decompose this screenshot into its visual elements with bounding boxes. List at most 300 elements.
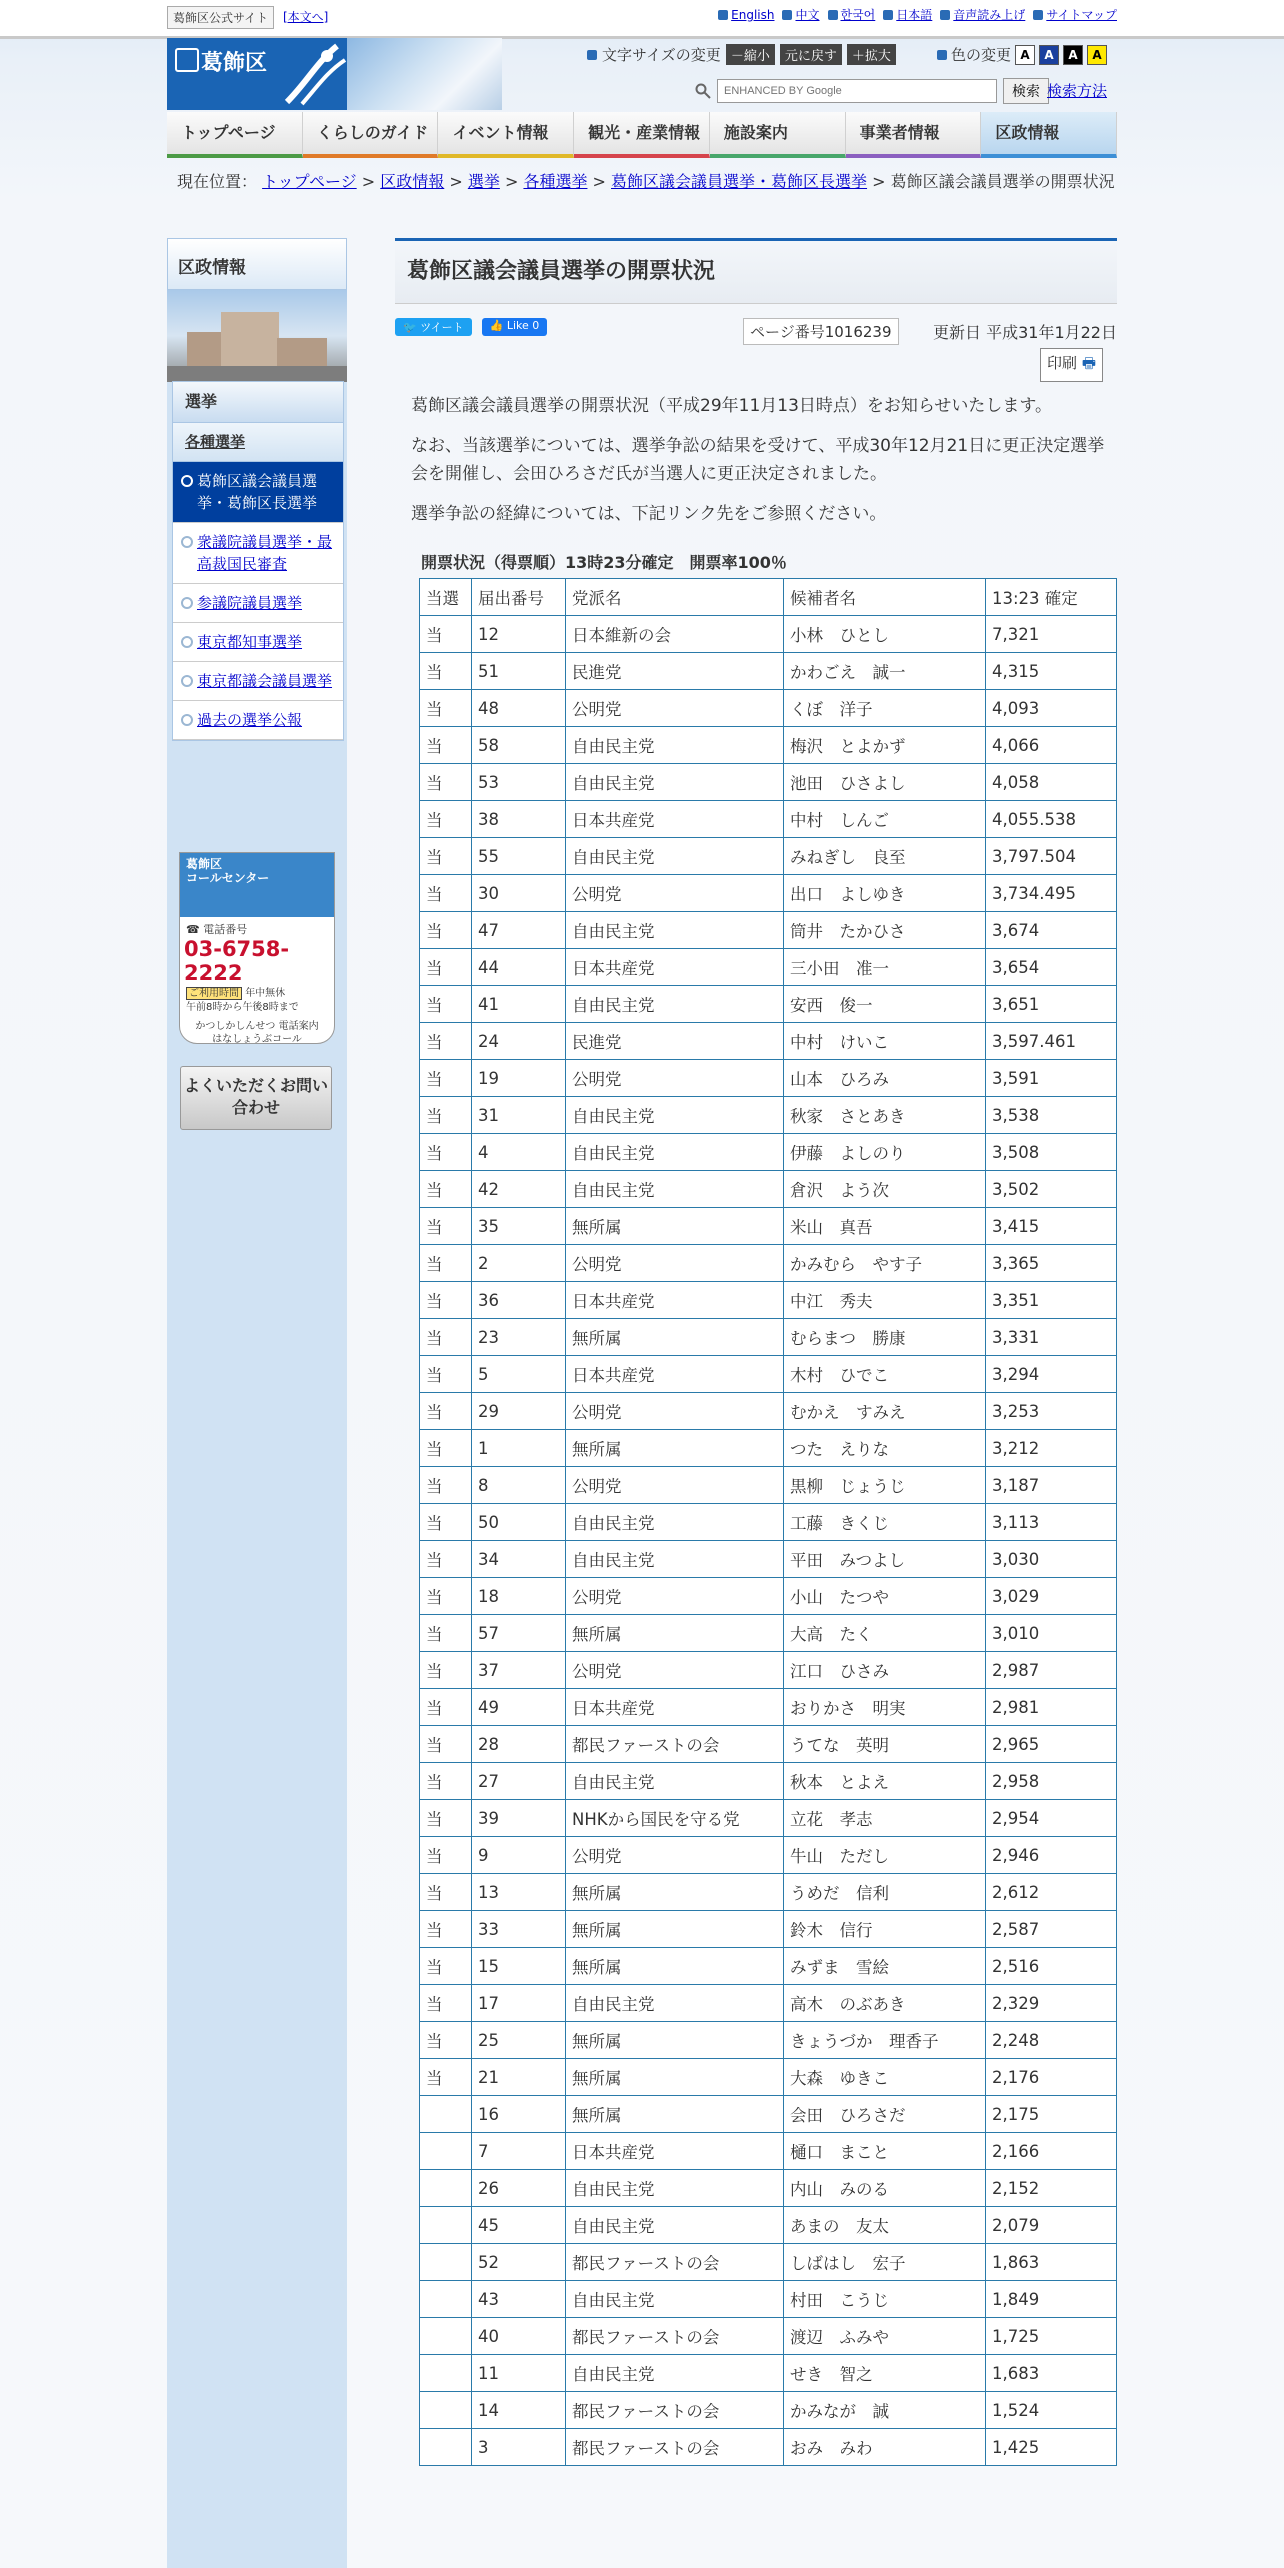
cell-candidate: 秋本 とよえ bbox=[784, 1763, 986, 1800]
cell-votes: 4,066 bbox=[986, 727, 1117, 764]
cell-candidate: 山本 ひろみ bbox=[784, 1060, 986, 1097]
cell-number: 25 bbox=[472, 2022, 566, 2059]
sidebar-heading-election[interactable]: 選挙 bbox=[173, 382, 343, 423]
cell-number: 34 bbox=[472, 1541, 566, 1578]
cell-number: 1 bbox=[472, 1430, 566, 1467]
cell-party: 無所属 bbox=[566, 1319, 784, 1356]
cell-candidate: むらまつ 勝康 bbox=[784, 1319, 986, 1356]
table-row bbox=[420, 2170, 1117, 2207]
table-row bbox=[420, 1171, 1117, 1208]
cell-votes: 2,981 bbox=[986, 1689, 1117, 1726]
cell-candidate: 工藤 きくじ bbox=[784, 1504, 986, 1541]
table-row bbox=[420, 2355, 1117, 2392]
table-row bbox=[420, 2318, 1117, 2355]
link-chinese[interactable]: 中文 bbox=[795, 8, 820, 22]
like-label: Like 0 bbox=[506, 319, 540, 332]
cell-number: 9 bbox=[472, 1837, 566, 1874]
faq-button[interactable]: よくいただくお問い合わせ bbox=[180, 1066, 332, 1130]
table-row bbox=[420, 2022, 1117, 2059]
cell-votes: 2,175 bbox=[986, 2096, 1117, 2133]
table-row bbox=[420, 2392, 1117, 2429]
paragraph: なお、当該選挙については、選挙争訟の結果を受けて、平成30年12月21日に更正決定選挙会を開催し、会田ひろさだ氏が当選人に更正決定されました。 bbox=[411, 436, 1105, 484]
table-row bbox=[420, 1652, 1117, 1689]
cell-elected: 当 bbox=[420, 1467, 472, 1504]
cell-elected: 当 bbox=[420, 616, 472, 653]
nav-facilities[interactable]: 施設案内 bbox=[710, 112, 846, 158]
cell-votes: 2,329 bbox=[986, 1985, 1117, 2022]
cell-candidate: かわごえ 誠一 bbox=[784, 653, 986, 690]
cell-number: 29 bbox=[472, 1393, 566, 1430]
print-label: 印刷 bbox=[1047, 354, 1078, 372]
call-center-banner[interactable] bbox=[179, 852, 335, 1044]
cell-votes: 3,502 bbox=[986, 1171, 1117, 1208]
table-row bbox=[420, 1060, 1117, 1097]
cell-candidate: うてな 英明 bbox=[784, 1726, 986, 1763]
cell-candidate: 村田 こうじ bbox=[784, 2281, 986, 2318]
cell-elected: 当 bbox=[420, 1504, 472, 1541]
sidebar-menu bbox=[172, 381, 344, 741]
nav-tourism[interactable]: 観光・産業情報 bbox=[574, 112, 710, 158]
cell-votes: 4,058 bbox=[986, 764, 1117, 801]
sidebar-item-past-bulletins[interactable]: 過去の選挙公報 bbox=[173, 701, 343, 740]
link-japanese[interactable]: 日本語 bbox=[896, 8, 933, 22]
cell-candidate: 樋口 まこと bbox=[784, 2133, 986, 2170]
cell-candidate: 小林 ひとし bbox=[784, 616, 986, 653]
table-row bbox=[420, 2059, 1117, 2096]
cell-votes: 1,425 bbox=[986, 2429, 1117, 2466]
call-center-header bbox=[180, 853, 334, 917]
cell-elected: 当 bbox=[420, 986, 472, 1023]
table-row bbox=[420, 2244, 1117, 2281]
cell-votes: 3,734.495 bbox=[986, 875, 1117, 912]
breadcrumb-current: 葛飾区議会議員選挙の開票状況 bbox=[890, 172, 1115, 191]
cell-elected: 当 bbox=[420, 2059, 472, 2096]
cell-party: 民進党 bbox=[566, 1023, 784, 1060]
search-icon bbox=[695, 83, 711, 99]
cell-candidate: 黒柳 じょうじ bbox=[784, 1467, 986, 1504]
table-row bbox=[420, 616, 1117, 653]
cell-elected: 当 bbox=[420, 1837, 472, 1874]
cell-number: 36 bbox=[472, 1282, 566, 1319]
cell-candidate: うめだ 信利 bbox=[784, 1874, 986, 1911]
color-label: 色の変更 bbox=[951, 46, 1012, 64]
cell-candidate: かみむら やす子 bbox=[784, 1245, 986, 1282]
cell-number: 49 bbox=[472, 1689, 566, 1726]
cell-votes: 2,587 bbox=[986, 1911, 1117, 1948]
cell-number: 3 bbox=[472, 2429, 566, 2466]
cell-elected bbox=[420, 2170, 472, 2207]
color-controls bbox=[937, 44, 1107, 65]
table-row bbox=[420, 1763, 1117, 1800]
cell-votes: 1,863 bbox=[986, 2244, 1117, 2281]
cell-party: 公明党 bbox=[566, 1060, 784, 1097]
skip-to-main-link[interactable]: [本文へ] bbox=[283, 10, 329, 24]
cell-party: 都民ファーストの会 bbox=[566, 2244, 784, 2281]
color-white-button[interactable]: A bbox=[1015, 45, 1035, 65]
cell-elected: 当 bbox=[420, 1615, 472, 1652]
sidebar-item-house-election[interactable]: 衆議院議員選挙・最高裁国民審査 bbox=[173, 523, 343, 584]
table-row bbox=[420, 1800, 1117, 1837]
header-candidate: 候補者名 bbox=[784, 579, 986, 616]
cell-votes: 1,683 bbox=[986, 2355, 1117, 2392]
site-logo[interactable] bbox=[167, 38, 347, 110]
call-center-subtitle: コールセンター bbox=[186, 871, 270, 885]
cell-number: 8 bbox=[472, 1467, 566, 1504]
cell-candidate: 平田 みつよし bbox=[784, 1541, 986, 1578]
cell-party: 公明党 bbox=[566, 1245, 784, 1282]
cell-party: NHKから国民を守る党 bbox=[566, 1800, 784, 1837]
cell-party: 無所属 bbox=[566, 2059, 784, 2096]
cell-party: 自由民主党 bbox=[566, 2355, 784, 2392]
cell-elected: 当 bbox=[420, 1430, 472, 1467]
cell-number: 30 bbox=[472, 875, 566, 912]
table-caption: 開票状況（得票順）13時23分確定 開票率100％ bbox=[421, 553, 787, 572]
breadcrumb-link[interactable]: 選挙 bbox=[467, 172, 500, 191]
table-row bbox=[420, 2429, 1117, 2466]
font-size-label: 文字サイズの変更 bbox=[602, 46, 721, 64]
cell-party: 自由民主党 bbox=[566, 1763, 784, 1800]
cell-number: 37 bbox=[472, 1652, 566, 1689]
cell-party: 無所属 bbox=[566, 2096, 784, 2133]
table-row bbox=[420, 1948, 1117, 1985]
cell-candidate: 江口 ひさみ bbox=[784, 1652, 986, 1689]
table-row bbox=[420, 801, 1117, 838]
cell-votes: 2,946 bbox=[986, 1837, 1117, 1874]
cell-elected: 当 bbox=[420, 1948, 472, 1985]
table-row bbox=[420, 986, 1117, 1023]
breadcrumb-link[interactable]: トップページ bbox=[262, 172, 357, 191]
phone-label-text: 電話番号 bbox=[203, 923, 248, 936]
table-row bbox=[420, 1282, 1117, 1319]
table-row bbox=[420, 690, 1117, 727]
color-black-button[interactable]: A bbox=[1063, 45, 1083, 65]
cell-number: 15 bbox=[472, 1948, 566, 1985]
cell-elected: 当 bbox=[420, 1393, 472, 1430]
site-label: 葛飾区公式サイト bbox=[167, 6, 274, 29]
cell-party: 都民ファーストの会 bbox=[566, 1726, 784, 1763]
printer-icon: 🖶 bbox=[1081, 354, 1096, 372]
cell-number: 17 bbox=[472, 1985, 566, 2022]
cell-number: 35 bbox=[472, 1208, 566, 1245]
phone-label: ☎ 電話番号 bbox=[186, 923, 248, 936]
cell-elected: 当 bbox=[420, 801, 472, 838]
cell-candidate: 鈴木 信行 bbox=[784, 1911, 986, 1948]
table-row bbox=[420, 949, 1117, 986]
cell-party: 自由民主党 bbox=[566, 2281, 784, 2318]
cell-party: 日本共産党 bbox=[566, 1689, 784, 1726]
cell-candidate: むかえ すみえ bbox=[784, 1393, 986, 1430]
cell-number: 50 bbox=[472, 1504, 566, 1541]
bullet-icon bbox=[940, 10, 950, 20]
cell-party: 無所属 bbox=[566, 1874, 784, 1911]
nav-top[interactable]: トップページ bbox=[167, 112, 303, 158]
header-number: 届出番号 bbox=[472, 579, 566, 616]
search-button[interactable]: 検索 bbox=[1003, 78, 1049, 104]
table-row bbox=[420, 1504, 1117, 1541]
cell-number: 16 bbox=[472, 2096, 566, 2133]
cell-votes: 3,212 bbox=[986, 1430, 1117, 1467]
cell-party: 公明党 bbox=[566, 1837, 784, 1874]
cell-number: 44 bbox=[472, 949, 566, 986]
cell-candidate: 出口 よしゆき bbox=[784, 875, 986, 912]
cell-votes: 2,516 bbox=[986, 1948, 1117, 1985]
header-votes: 13:23 確定 bbox=[986, 579, 1117, 616]
nav-living-guide[interactable]: くらしのガイド bbox=[303, 112, 439, 158]
link-sitemap[interactable]: サイトマップ bbox=[1046, 8, 1117, 22]
breadcrumb-link[interactable]: 葛飾区議会議員選挙・葛飾区長選挙 bbox=[611, 172, 868, 191]
cell-party: 民進党 bbox=[566, 653, 784, 690]
logo-text: 葛飾区 bbox=[201, 51, 268, 76]
print-button[interactable] bbox=[1040, 348, 1103, 382]
cell-votes: 7,321 bbox=[986, 616, 1117, 653]
cell-votes: 3,591 bbox=[986, 1060, 1117, 1097]
breadcrumb-link[interactable]: 各種選挙 bbox=[523, 172, 588, 191]
sidebar-item-katsushika-election[interactable]: 葛飾区議会議員選挙・葛飾区長選挙 bbox=[173, 462, 343, 523]
table-row bbox=[420, 1689, 1117, 1726]
cell-votes: 3,538 bbox=[986, 1097, 1117, 1134]
search-input[interactable] bbox=[717, 79, 997, 103]
cell-elected: 当 bbox=[420, 838, 472, 875]
tweet-button[interactable]: 🐦 ツイート bbox=[395, 318, 472, 336]
cell-candidate: 立花 孝志 bbox=[784, 1800, 986, 1837]
cell-number: 48 bbox=[472, 690, 566, 727]
cell-candidate: 中村 しんご bbox=[784, 801, 986, 838]
font-enlarge-button[interactable]: ＋拡大 bbox=[847, 44, 896, 65]
cell-party: 公明党 bbox=[566, 875, 784, 912]
main-content bbox=[395, 238, 1117, 2458]
cell-candidate: 秋家 さとあき bbox=[784, 1097, 986, 1134]
table-row bbox=[420, 2207, 1117, 2244]
cell-party: 自由民主党 bbox=[566, 1171, 784, 1208]
cell-elected: 当 bbox=[420, 727, 472, 764]
cell-votes: 3,030 bbox=[986, 1541, 1117, 1578]
cell-party: 日本共産党 bbox=[566, 949, 784, 986]
cell-party: 自由民主党 bbox=[566, 2207, 784, 2244]
nav-business[interactable]: 事業者情報 bbox=[846, 112, 982, 158]
cell-votes: 1,849 bbox=[986, 2281, 1117, 2318]
table-row bbox=[420, 1393, 1117, 1430]
cell-votes: 3,187 bbox=[986, 1467, 1117, 1504]
cell-party: 無所属 bbox=[566, 1911, 784, 1948]
cell-votes: 3,508 bbox=[986, 1134, 1117, 1171]
bullet-icon bbox=[587, 50, 597, 60]
cell-party: 日本共産党 bbox=[566, 2133, 784, 2170]
cell-candidate: 梅沢 とよかず bbox=[784, 727, 986, 764]
cell-number: 31 bbox=[472, 1097, 566, 1134]
site-header bbox=[167, 38, 1117, 110]
table-row bbox=[420, 1023, 1117, 1060]
page-title: 葛飾区議会議員選挙の開票状況 bbox=[395, 238, 1117, 304]
bullet-icon bbox=[937, 50, 947, 60]
cell-candidate: 中江 秀夫 bbox=[784, 1282, 986, 1319]
global-nav bbox=[167, 112, 1117, 158]
cell-number: 7 bbox=[472, 2133, 566, 2170]
hours-days: 年中無休 bbox=[245, 988, 286, 999]
color-blue-button[interactable]: A bbox=[1039, 45, 1059, 65]
table-row bbox=[420, 2281, 1117, 2318]
cell-votes: 3,654 bbox=[986, 949, 1117, 986]
cell-votes: 3,674 bbox=[986, 912, 1117, 949]
table-row bbox=[420, 1837, 1117, 1874]
cell-elected bbox=[420, 2392, 472, 2429]
cell-number: 24 bbox=[472, 1023, 566, 1060]
cell-elected: 当 bbox=[420, 1208, 472, 1245]
cell-party: 無所属 bbox=[566, 2022, 784, 2059]
cell-party: 公明党 bbox=[566, 1393, 784, 1430]
breadcrumb-prefix: 現在位置： bbox=[177, 172, 258, 191]
cell-party: 自由民主党 bbox=[566, 912, 784, 949]
link-korean[interactable]: 한국어 bbox=[840, 8, 876, 22]
paragraph: 葛飾区議会議員選挙の開票状況（平成29年11月13日時点）をお知らせいたします。 bbox=[411, 396, 1053, 416]
search-help-link[interactable]: 検索方法 bbox=[1047, 82, 1108, 100]
cell-votes: 4,315 bbox=[986, 653, 1117, 690]
link-english[interactable]: English bbox=[731, 7, 775, 22]
cell-candidate: 安西 俊一 bbox=[784, 986, 986, 1023]
sidebar-heading-various[interactable]: 各種選挙 bbox=[173, 423, 343, 462]
cell-number: 12 bbox=[472, 616, 566, 653]
cell-elected: 当 bbox=[420, 1800, 472, 1837]
color-yellow-button[interactable]: A bbox=[1087, 45, 1107, 65]
cell-party: 都民ファーストの会 bbox=[566, 2318, 784, 2355]
table-row bbox=[420, 875, 1117, 912]
cell-elected: 当 bbox=[420, 912, 472, 949]
cell-number: 27 bbox=[472, 1763, 566, 1800]
cell-candidate: 小山 たつや bbox=[784, 1578, 986, 1615]
cell-elected bbox=[420, 2429, 472, 2466]
nav-administration[interactable]: 区政情報 bbox=[981, 112, 1117, 158]
cell-elected: 当 bbox=[420, 1689, 472, 1726]
font-reset-button[interactable]: 元に戻す bbox=[780, 44, 842, 65]
cell-party: 自由民主党 bbox=[566, 764, 784, 801]
cell-candidate: おみ みわ bbox=[784, 2429, 986, 2466]
cell-party: 自由民主党 bbox=[566, 1541, 784, 1578]
cell-candidate: みねぎし 良至 bbox=[784, 838, 986, 875]
cell-votes: 3,253 bbox=[986, 1393, 1117, 1430]
cell-candidate: きょうづか 理香子 bbox=[784, 2022, 986, 2059]
cell-elected: 当 bbox=[420, 653, 472, 690]
cell-candidate: おりかさ 明実 bbox=[784, 1689, 986, 1726]
cell-candidate: かみなが 誠 bbox=[784, 2392, 986, 2429]
cell-candidate: みずま 雪絵 bbox=[784, 1948, 986, 1985]
logo-swoosh-icon bbox=[277, 42, 347, 106]
cell-number: 52 bbox=[472, 2244, 566, 2281]
cell-candidate: 牛山 ただし bbox=[784, 1837, 986, 1874]
cell-party: 自由民主党 bbox=[566, 1134, 784, 1171]
cell-party: 無所属 bbox=[566, 1430, 784, 1467]
table-row bbox=[420, 1319, 1117, 1356]
header-party: 党派名 bbox=[566, 579, 784, 616]
breadcrumb-link[interactable]: 区政情報 bbox=[380, 172, 445, 191]
cell-party: 日本共産党 bbox=[566, 801, 784, 838]
cell-elected: 当 bbox=[420, 1541, 472, 1578]
sidebar-item-metro-assembly-election[interactable]: 東京都議会議員選挙 bbox=[173, 662, 343, 701]
table-row bbox=[420, 838, 1117, 875]
facebook-like-button[interactable]: 👍 Like 0 bbox=[482, 318, 548, 336]
bullet-icon bbox=[828, 10, 838, 20]
updated-date: 更新日 平成31年1月22日 bbox=[933, 323, 1117, 342]
table-row bbox=[420, 1134, 1117, 1171]
cell-number: 18 bbox=[472, 1578, 566, 1615]
sidebar-title[interactable]: 区政情報 bbox=[167, 238, 347, 290]
sidebar-item-governor-election[interactable]: 東京都知事選挙 bbox=[173, 623, 343, 662]
cell-candidate: 木村 ひでこ bbox=[784, 1356, 986, 1393]
cell-votes: 3,365 bbox=[986, 1245, 1117, 1282]
bullet-icon bbox=[782, 10, 792, 20]
cell-number: 39 bbox=[472, 1800, 566, 1837]
intro-text bbox=[411, 392, 1111, 540]
cell-elected: 当 bbox=[420, 1356, 472, 1393]
font-shrink-button[interactable]: －縮小 bbox=[726, 44, 775, 65]
cell-elected: 当 bbox=[420, 875, 472, 912]
cell-candidate: 伊藤 よしのり bbox=[784, 1134, 986, 1171]
nav-events[interactable]: イベント情報 bbox=[438, 112, 574, 158]
bullet-icon bbox=[1033, 10, 1043, 20]
cell-elected: 当 bbox=[420, 1874, 472, 1911]
sidebar-building-photo bbox=[167, 290, 347, 382]
cell-candidate: つた えりな bbox=[784, 1430, 986, 1467]
cell-votes: 3,651 bbox=[986, 986, 1117, 1023]
cell-number: 43 bbox=[472, 2281, 566, 2318]
cell-votes: 3,797.504 bbox=[986, 838, 1117, 875]
cell-candidate: 中村 けいこ bbox=[784, 1023, 986, 1060]
header-sky-image bbox=[347, 38, 502, 110]
cell-votes: 3,113 bbox=[986, 1504, 1117, 1541]
tweet-label: ツイート bbox=[420, 321, 464, 334]
table-row bbox=[420, 1430, 1117, 1467]
page-number: ページ番号1016239 bbox=[743, 318, 899, 345]
cell-number: 47 bbox=[472, 912, 566, 949]
cell-elected: 当 bbox=[420, 1578, 472, 1615]
cell-elected: 当 bbox=[420, 1134, 472, 1171]
cell-party: 無所属 bbox=[566, 1615, 784, 1652]
cell-number: 4 bbox=[472, 1134, 566, 1171]
cell-elected: 当 bbox=[420, 2022, 472, 2059]
link-voice-reader[interactable]: 音声読み上げ bbox=[953, 8, 1026, 22]
cell-votes: 2,954 bbox=[986, 1800, 1117, 1837]
cell-party: 無所属 bbox=[566, 1948, 784, 1985]
cell-party: 公明党 bbox=[566, 690, 784, 727]
cell-number: 51 bbox=[472, 653, 566, 690]
cell-party: 無所属 bbox=[566, 1208, 784, 1245]
table-row bbox=[420, 1726, 1117, 1763]
cell-elected: 当 bbox=[420, 1282, 472, 1319]
cell-candidate: 大高 たく bbox=[784, 1615, 986, 1652]
cell-candidate: 倉沢 よう次 bbox=[784, 1171, 986, 1208]
cell-number: 26 bbox=[472, 2170, 566, 2207]
cell-number: 23 bbox=[472, 1319, 566, 1356]
cell-elected bbox=[420, 2207, 472, 2244]
table-row bbox=[420, 1874, 1117, 1911]
cell-party: 自由民主党 bbox=[566, 1097, 784, 1134]
cell-number: 28 bbox=[472, 1726, 566, 1763]
table-row bbox=[420, 1245, 1117, 1282]
call-center-footer bbox=[180, 1017, 334, 1044]
cell-party: 日本共産党 bbox=[566, 1282, 784, 1319]
cell-votes: 3,010 bbox=[986, 1615, 1117, 1652]
sidebar-item-councillors-election[interactable]: 参議院議員選挙 bbox=[173, 584, 343, 623]
cell-votes: 2,958 bbox=[986, 1763, 1117, 1800]
cell-number: 33 bbox=[472, 1911, 566, 1948]
call-center-title: 葛飾区 bbox=[186, 857, 223, 871]
cell-votes: 3,331 bbox=[986, 1319, 1117, 1356]
cell-votes: 1,725 bbox=[986, 2318, 1117, 2355]
cell-elected: 当 bbox=[420, 1726, 472, 1763]
cell-candidate: 筒井 たかひさ bbox=[784, 912, 986, 949]
cell-votes: 2,612 bbox=[986, 1874, 1117, 1911]
cell-candidate: 大森 ゆきこ bbox=[784, 2059, 986, 2096]
logo-mark-icon bbox=[175, 48, 199, 72]
cell-party: 自由民主党 bbox=[566, 1504, 784, 1541]
